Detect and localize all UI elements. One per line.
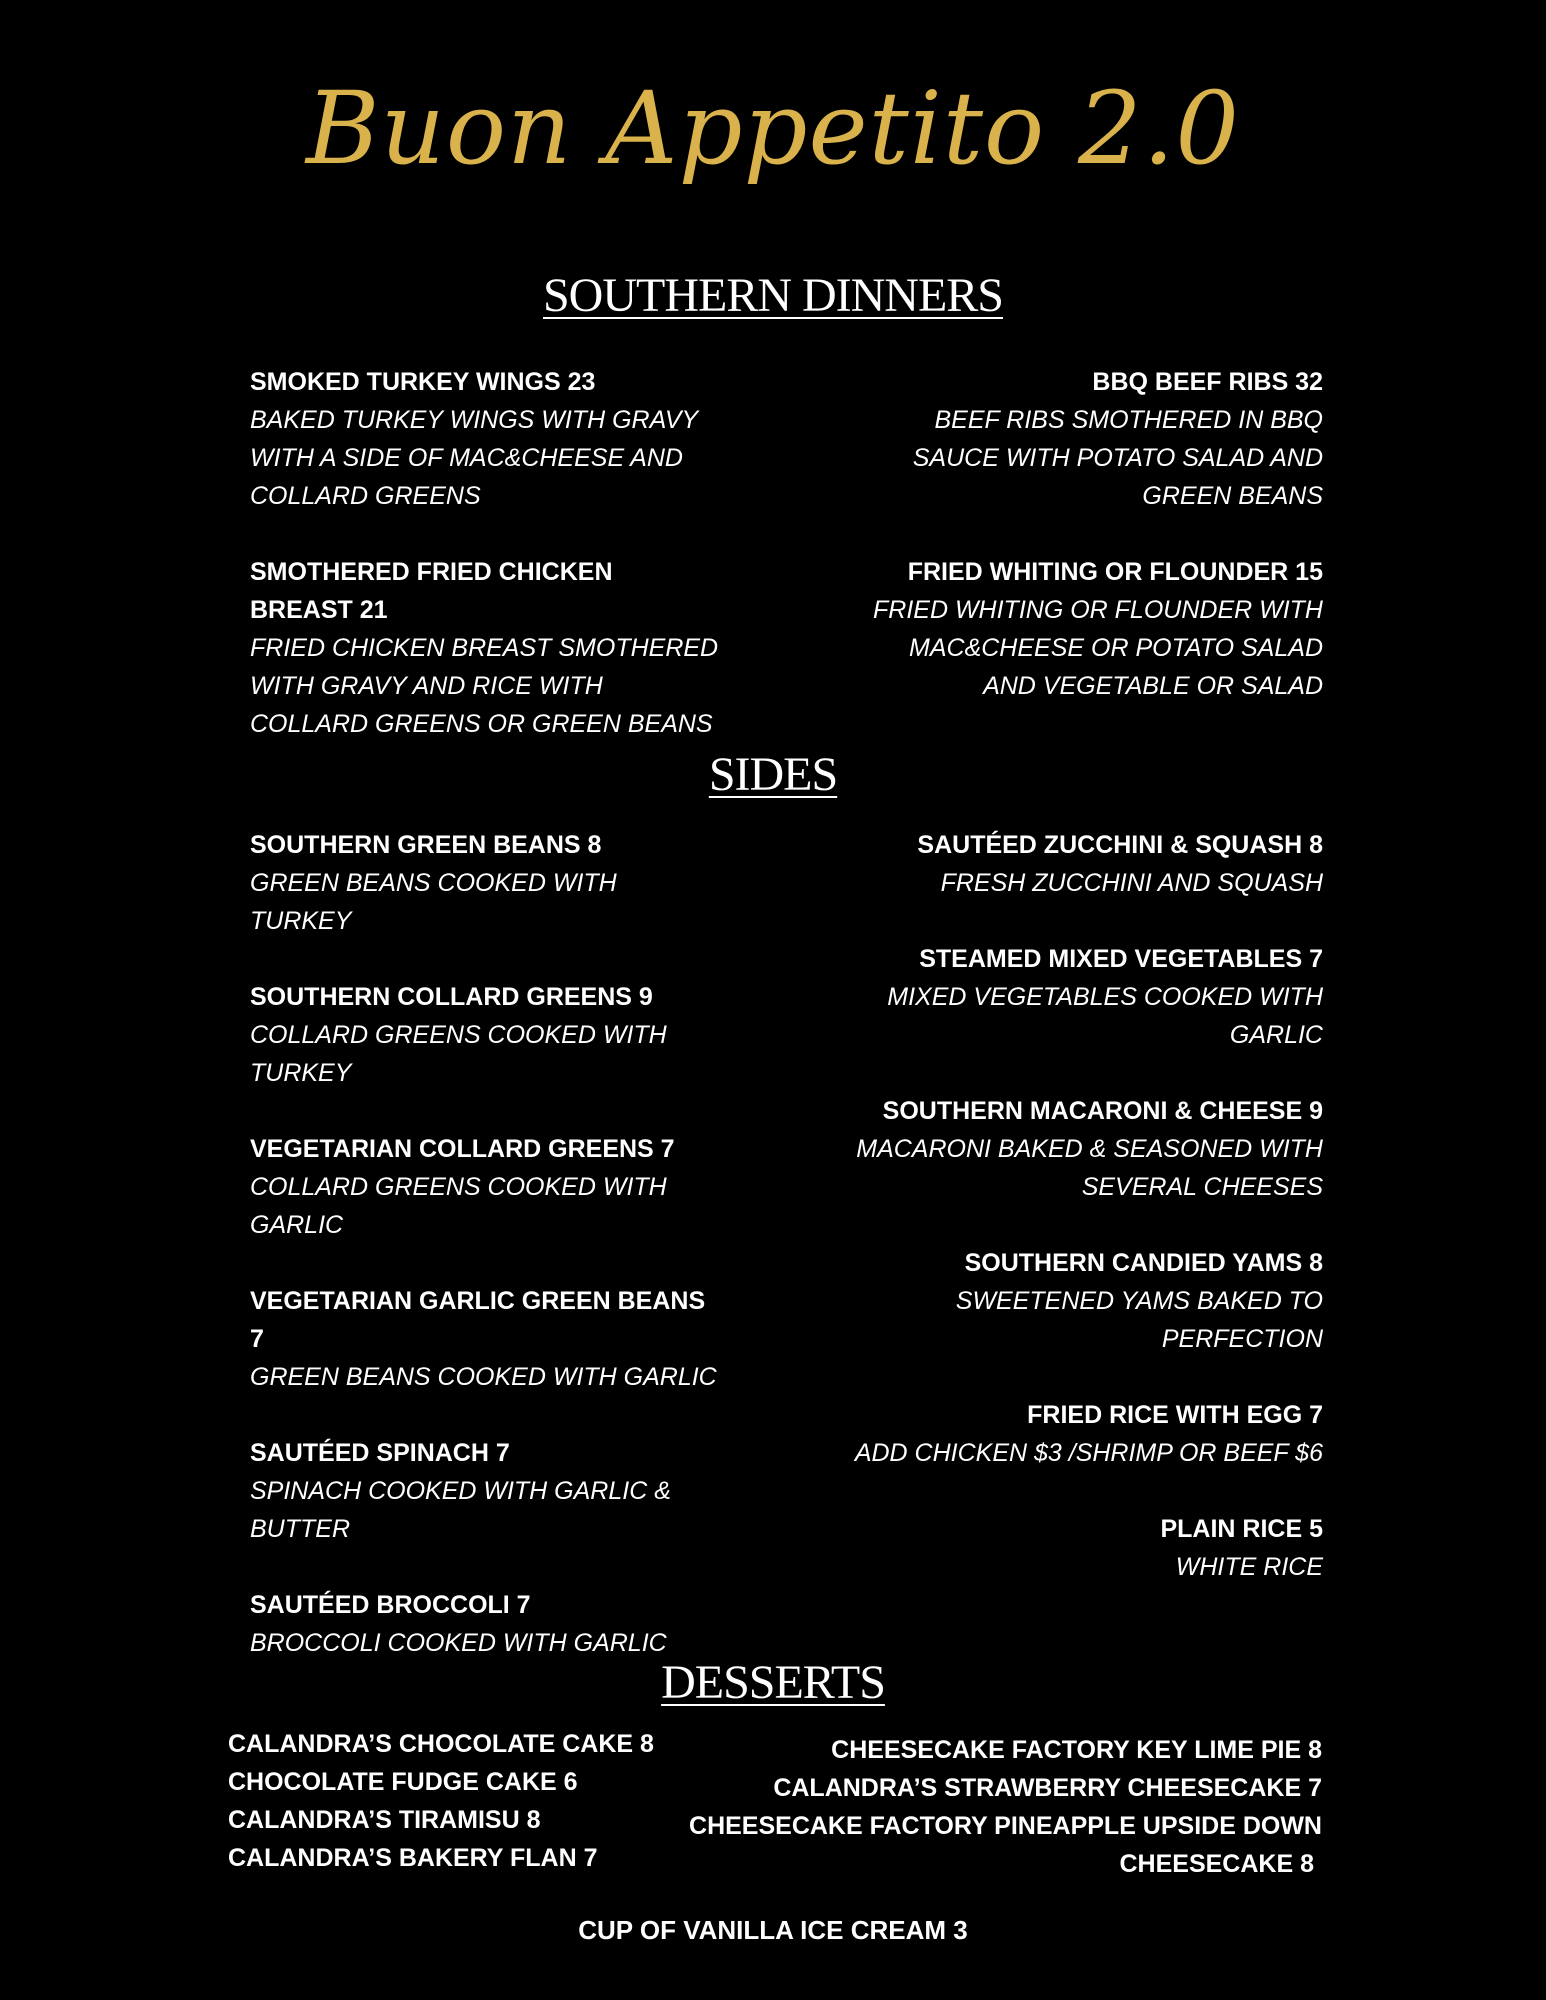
menu-item: [853, 1244, 1323, 1358]
menu-item-name: SOUTHERN COLLARD GREENS 9: [250, 983, 653, 1011]
menu-item-description: BROCCOLI COOKED WITH GARLIC: [250, 1629, 667, 1657]
menu-item: [853, 1092, 1323, 1206]
dessert-item: CALANDRA’S CHOCOLATE CAKE 8: [228, 1730, 654, 1758]
menu-item-description: COLLARD GREENS COOKED WITH GARLIC: [250, 1173, 667, 1239]
menu-item: [250, 553, 720, 743]
menu-item-description: GREEN BEANS COOKED WITH TURKEY: [250, 869, 617, 935]
menu-item: [853, 940, 1323, 1054]
menu-item: [250, 363, 720, 515]
dessert-item: CALANDRA’S STRAWBERRY CHEESECAKE 7: [773, 1774, 1322, 1802]
menu-item-description: SWEETENED YAMS BAKED TO PERFECTION: [955, 1287, 1323, 1353]
section-heading-sides: SIDES: [708, 748, 838, 801]
dessert-footer-item: CUP OF VANILLA ICE CREAM 3: [578, 1915, 968, 1945]
menu-item: [250, 1130, 720, 1244]
menu-item-description: MACARONI BAKED & SEASONED WITH SEVERAL CHEESES: [856, 1135, 1323, 1201]
menu-item-name: SAUTÉED SPINACH 7: [250, 1439, 510, 1467]
sides-right-column: [853, 826, 1323, 1624]
menu-item-name: SOUTHERN CANDIED YAMS 8: [964, 1249, 1323, 1277]
dessert-item: CHEESECAKE 8: [1119, 1850, 1314, 1878]
menu-item-description: GREEN BEANS COOKED WITH GARLIC: [250, 1363, 717, 1391]
dessert-item: CHEESECAKE FACTORY KEY LIME PIE 8: [831, 1736, 1322, 1764]
menu-item-description: SPINACH COOKED WITH GARLIC & BUTTER: [250, 1477, 671, 1543]
menu-item-name: SMOKED TURKEY WINGS 23: [250, 368, 596, 396]
menu-item-description: FRIED WHITING OR FLOUNDER WITH MAC&CHEESE OR POTATO SALAD AND VEGETABLE OR SALAD: [873, 596, 1323, 700]
menu-item-name: SAUTÉED BROCCOLI 7: [250, 1591, 531, 1619]
dessert-item: CHEESECAKE FACTORY PINEAPPLE UPSIDE DOWN: [689, 1812, 1322, 1840]
menu-item: [250, 1586, 720, 1662]
menu-item: [250, 1434, 720, 1548]
menu-item-description: ADD CHICKEN $3 /SHRIMP OR BEEF $6: [854, 1439, 1323, 1467]
dinners-left-column: [250, 363, 720, 781]
sides-left-column: [250, 826, 720, 1700]
menu-item: [250, 1282, 720, 1396]
dessert-item: CALANDRA’S BAKERY FLAN 7: [228, 1844, 598, 1872]
menu-item: [853, 826, 1323, 902]
menu-item: [250, 826, 720, 940]
menu-item: [853, 553, 1323, 705]
menu-item-name: FRIED RICE WITH EGG 7: [1027, 1401, 1323, 1429]
menu-item-name: BBQ BEEF RIBS 32: [1092, 368, 1323, 396]
menu-item-description: FRIED CHICKEN BREAST SMOTHERED WITH GRAVY AND RICE WITH COLLARD GREENS OR GREEN BEANS: [250, 634, 719, 738]
menu-title: Buon Appetito 2.0: [305, 70, 1241, 187]
section-heading-southern-dinners: SOUTHERN DINNERS: [542, 269, 1003, 322]
menu-item-name: SOUTHERN MACARONI & CHEESE 9: [882, 1097, 1323, 1125]
menu-item-description: BEEF RIBS SMOTHERED IN BBQ SAUCE WITH POTATO SALAD AND GREEN BEANS: [912, 406, 1323, 510]
menu-item-description: FRESH ZUCCHINI AND SQUASH: [940, 869, 1323, 897]
menu-item-description: MIXED VEGETABLES COOKED WITH GARLIC: [887, 983, 1323, 1049]
menu-item-name: STEAMED MIXED VEGETABLES 7: [919, 945, 1323, 973]
section-heading-desserts: DESSERTS: [661, 1656, 885, 1709]
menu-item-name: PLAIN RICE 5: [1160, 1515, 1323, 1543]
dessert-item: CHOCOLATE FUDGE CAKE 6: [228, 1768, 578, 1796]
menu-item-description: WHITE RICE: [1175, 1553, 1323, 1581]
menu-item-name: VEGETARIAN COLLARD GREENS 7: [250, 1135, 675, 1163]
menu-item-name: VEGETARIAN GARLIC GREEN BEANS 7: [250, 1287, 706, 1353]
menu-item-description: BAKED TURKEY WINGS WITH GRAVY WITH A SIDE OF MAC&CHEESE AND COLLARD GREENS: [250, 406, 698, 510]
menu-item: [853, 363, 1323, 515]
menu-item-description: COLLARD GREENS COOKED WITH TURKEY: [250, 1021, 667, 1087]
menu-item-name: SOUTHERN GREEN BEANS 8: [250, 831, 602, 859]
menu-item-name: FRIED WHITING OR FLOUNDER 15: [907, 558, 1323, 586]
menu-item-name: SMOTHERED FRIED CHICKEN BREAST 21: [250, 558, 613, 624]
desserts-right-list: [689, 1731, 1322, 1883]
menu-item: [853, 1396, 1323, 1472]
dinners-right-column: [853, 363, 1323, 743]
menu-item-name: SAUTÉED ZUCCHINI & SQUASH 8: [917, 831, 1323, 859]
dessert-item: CALANDRA’S TIRAMISU 8: [228, 1806, 541, 1834]
desserts-left-list: [228, 1725, 654, 1877]
menu-item: [250, 978, 720, 1092]
menu-item: [853, 1510, 1323, 1586]
